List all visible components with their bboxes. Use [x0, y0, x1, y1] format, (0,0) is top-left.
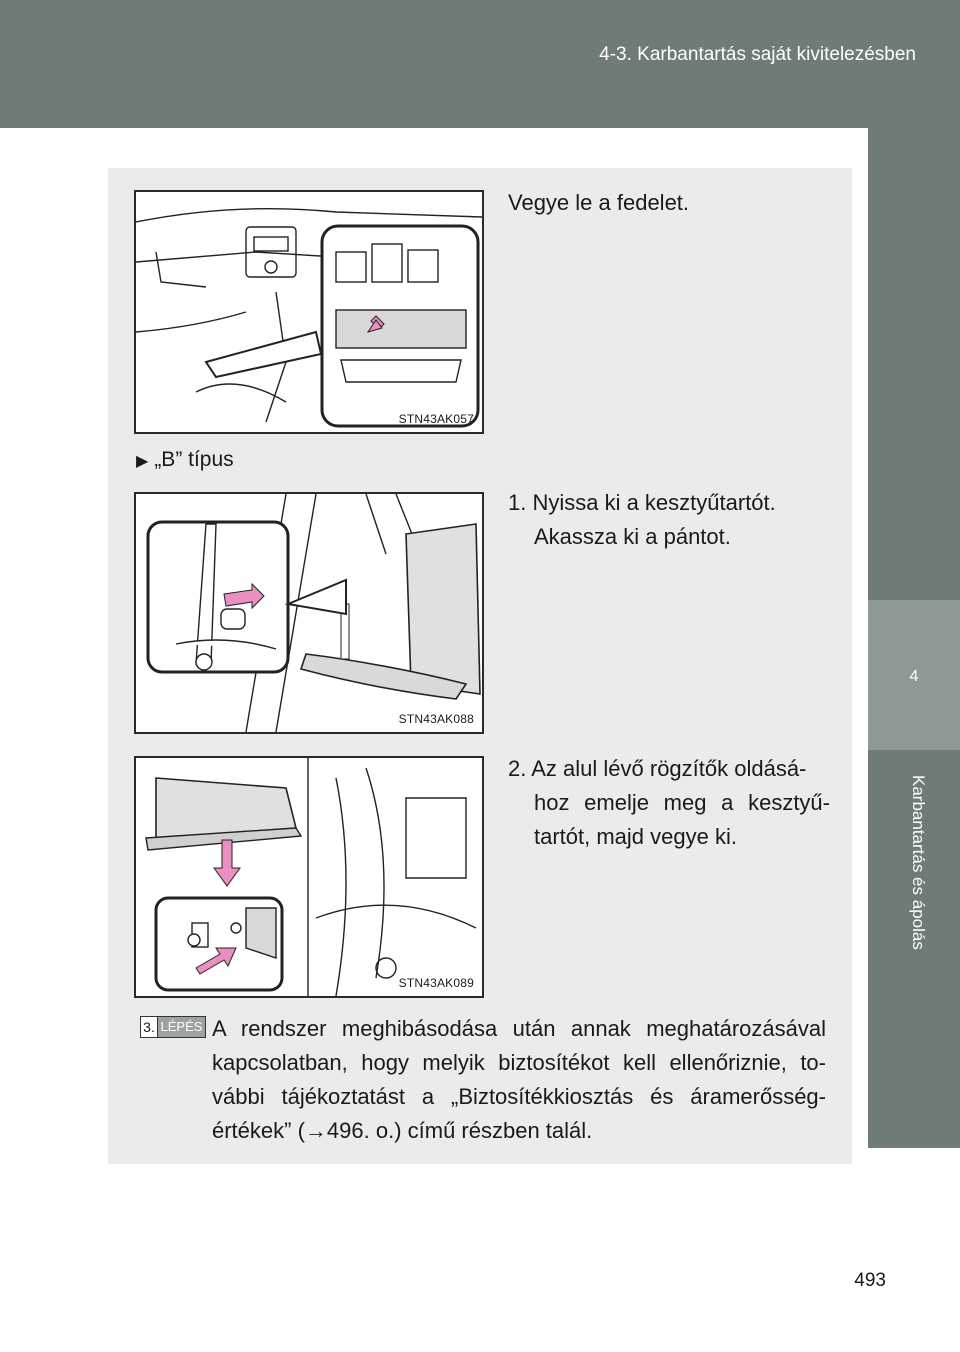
- glovebox-removal-illustration: [136, 758, 482, 996]
- figure-code: STN43AK088: [398, 712, 474, 726]
- step-word: LÉPÉS: [158, 1017, 205, 1037]
- step-number: 3.: [141, 1017, 158, 1037]
- figure-glovebox-open: [134, 492, 484, 734]
- section-title: 4-3. Karbantartás saját kivitelezésben: [599, 44, 916, 65]
- page-number: 493: [854, 1270, 886, 1291]
- figure-code: STN43AK057: [398, 412, 474, 426]
- step-2-line-2: hoz emelje meg a kesztyű-: [534, 790, 830, 815]
- chapter-label: Karbantartás és ápolás: [909, 775, 928, 950]
- page-header: [0, 0, 960, 128]
- step-3-paragraph: A rendszer meghibásodása után annak meghatározásával kapcsolatban, hogy melyik biztosítékot kell ellenőriznie, további tájékoztatást a „Biztosítékkiosztás és áramerősségértékek” (→496. o.) című részben talál.: [212, 1016, 826, 1143]
- glovebox-illustration: [136, 494, 482, 732]
- figure-glovebox-removal: [134, 756, 484, 998]
- step-1-line-1: 1. Nyissa ki a kesztyűtartót.: [508, 490, 776, 515]
- triangle-bullet-icon: ▶: [136, 453, 149, 470]
- step-2-line-3: tartót, majd vegye ki.: [534, 824, 737, 849]
- type-b-text: „B” típus: [154, 448, 234, 471]
- instruction-step-2: [508, 752, 830, 854]
- type-b-label: [136, 448, 234, 472]
- figure-code: STN43AK089: [398, 976, 474, 990]
- instruction-remove-cover: Vegye le a fedelet.: [508, 190, 690, 215]
- chapter-number: 4: [909, 668, 919, 685]
- step-2-line-1: 2. Az alul lévő rögzítők oldásá-: [508, 756, 807, 781]
- dashboard-illustration: [136, 192, 482, 432]
- step-3-badge: [140, 1016, 206, 1038]
- figure-cover-removal: [134, 190, 484, 434]
- instruction-step-1: [508, 486, 776, 554]
- step-1-line-2: Akassza ki a pántot.: [534, 524, 731, 549]
